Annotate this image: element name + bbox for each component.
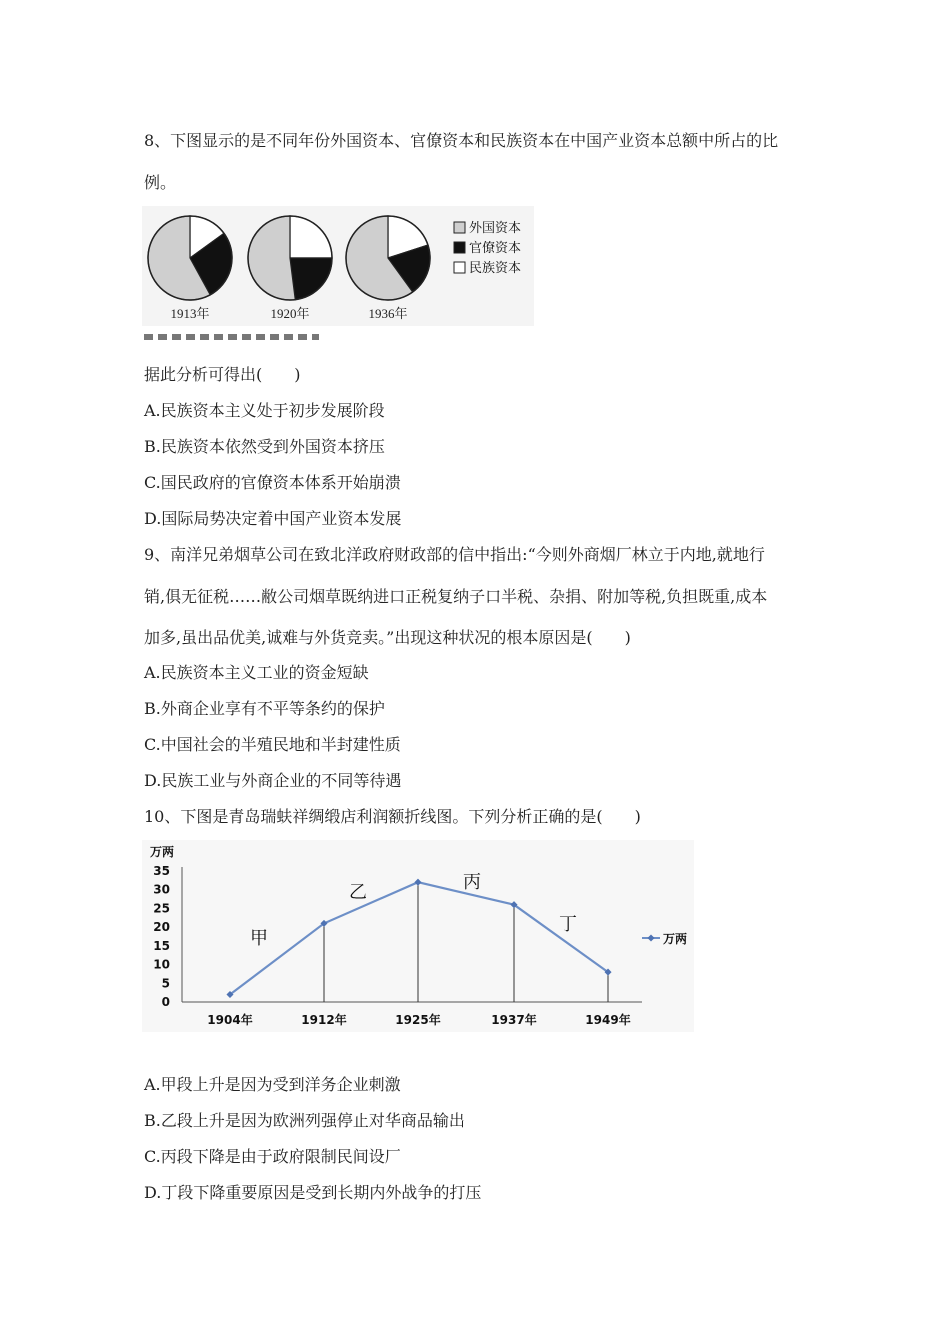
q8-prompt: 据此分析可得出( ) xyxy=(144,365,301,384)
q9-option-b[interactable]: B.外商企业享有不平等条约的保护 xyxy=(144,699,385,718)
series-line xyxy=(230,882,608,994)
legend-swatch-1 xyxy=(454,222,465,233)
segment-label: 乙 xyxy=(349,882,367,903)
x-tick-label: 1925年 xyxy=(395,1013,441,1027)
q10-option-c[interactable]: C.丙段下降是由于政府限制民间设厂 xyxy=(144,1147,401,1166)
q9-option-d[interactable]: D.民族工业与外商企业的不同等待遇 xyxy=(144,771,402,790)
q8-option-a[interactable]: A.民族资本主义处于初步发展阶段 xyxy=(144,401,385,420)
x-tick-label: 1912年 xyxy=(301,1013,347,1027)
q10-stem: 10、下图是青岛瑞蚨祥绸缎店利润额折线图。下列分析正确的是( ) xyxy=(144,807,641,826)
q9-stem-line3: 加多,虽出品优美,诚难与外货竞卖。”出现这种状况的根本原因是( ) xyxy=(144,628,631,647)
q9-option-c[interactable]: C.中国社会的半殖民地和半封建性质 xyxy=(144,735,401,754)
line-chart-svg xyxy=(142,840,694,1032)
q9-option-a[interactable]: A.民族资本主义工业的资金短缺 xyxy=(144,663,369,682)
x-tick-label: 1949年 xyxy=(585,1013,631,1027)
legend-label-1: 外国资本 xyxy=(469,221,522,236)
q9-stem-line1: 9、南洋兄弟烟草公司在致北洋政府财政部的信中指出:“今则外商烟厂林立于内地,就地行 xyxy=(144,545,765,564)
y-tick-label: 5 xyxy=(161,976,170,991)
q10-option-b[interactable]: B.乙段上升是因为欧洲列强停止对华商品输出 xyxy=(144,1111,465,1130)
q10-line-chart-figure xyxy=(142,840,694,1032)
x-tick-label: 1937年 xyxy=(491,1013,537,1027)
y-axis-unit-label: 万两 xyxy=(150,845,175,859)
segment-label: 丙 xyxy=(463,872,481,893)
legend-swatch-3 xyxy=(454,262,465,273)
q8-option-d[interactable]: D.国际局势决定着中国产业资本发展 xyxy=(144,509,402,528)
pie-slice-2-1 xyxy=(248,216,295,300)
legend-label-2: 官僚资本 xyxy=(469,241,522,256)
pie-year-label: 1920年 xyxy=(270,306,310,321)
q10-option-a[interactable]: A.甲段上升是因为受到洋务企业刺激 xyxy=(144,1075,401,1094)
q9-stem-line2: 销,俱无征税……敝公司烟草既纳进口正税复纳子口半税、杂捐、附加等税,负担既重,成本 xyxy=(144,587,768,606)
pie-year-label: 1913年 xyxy=(170,306,210,321)
legend-swatch-2 xyxy=(454,242,465,253)
segment-label: 丁 xyxy=(559,914,577,935)
q8-stem-line1: 8、下图显示的是不同年份外国资本、官僚资本和民族资本在中国产业资本总额中所占的比 xyxy=(144,131,779,150)
y-tick-label: 10 xyxy=(153,957,170,972)
pie-chart-svg xyxy=(142,206,534,326)
legend-marker xyxy=(647,934,654,941)
q10-option-d[interactable]: D.丁段下降重要原因是受到长期内外战争的打压 xyxy=(144,1183,482,1202)
pie-year-label: 1936年 xyxy=(368,306,408,321)
y-tick-label: 15 xyxy=(153,938,170,953)
q8-pie-chart-figure xyxy=(142,206,534,326)
segment-label: 甲 xyxy=(250,928,268,949)
y-tick-label: 35 xyxy=(153,864,170,878)
y-tick-label: 20 xyxy=(153,920,170,935)
y-tick-label: 0 xyxy=(161,995,170,1009)
y-tick-label: 25 xyxy=(153,901,170,916)
data-point xyxy=(414,879,421,886)
cropped-text-remnant xyxy=(144,330,319,344)
legend-label: 万两 xyxy=(663,932,688,946)
legend-label-3: 民族资本 xyxy=(469,261,522,276)
x-tick-label: 1904年 xyxy=(207,1013,253,1027)
q8-option-b[interactable]: B.民族资本依然受到外国资本挤压 xyxy=(144,437,385,456)
y-tick-label: 30 xyxy=(153,882,170,897)
q8-stem-line2: 例。 xyxy=(144,173,177,192)
q8-option-c[interactable]: C.国民政府的官僚资本体系开始崩溃 xyxy=(144,473,401,492)
